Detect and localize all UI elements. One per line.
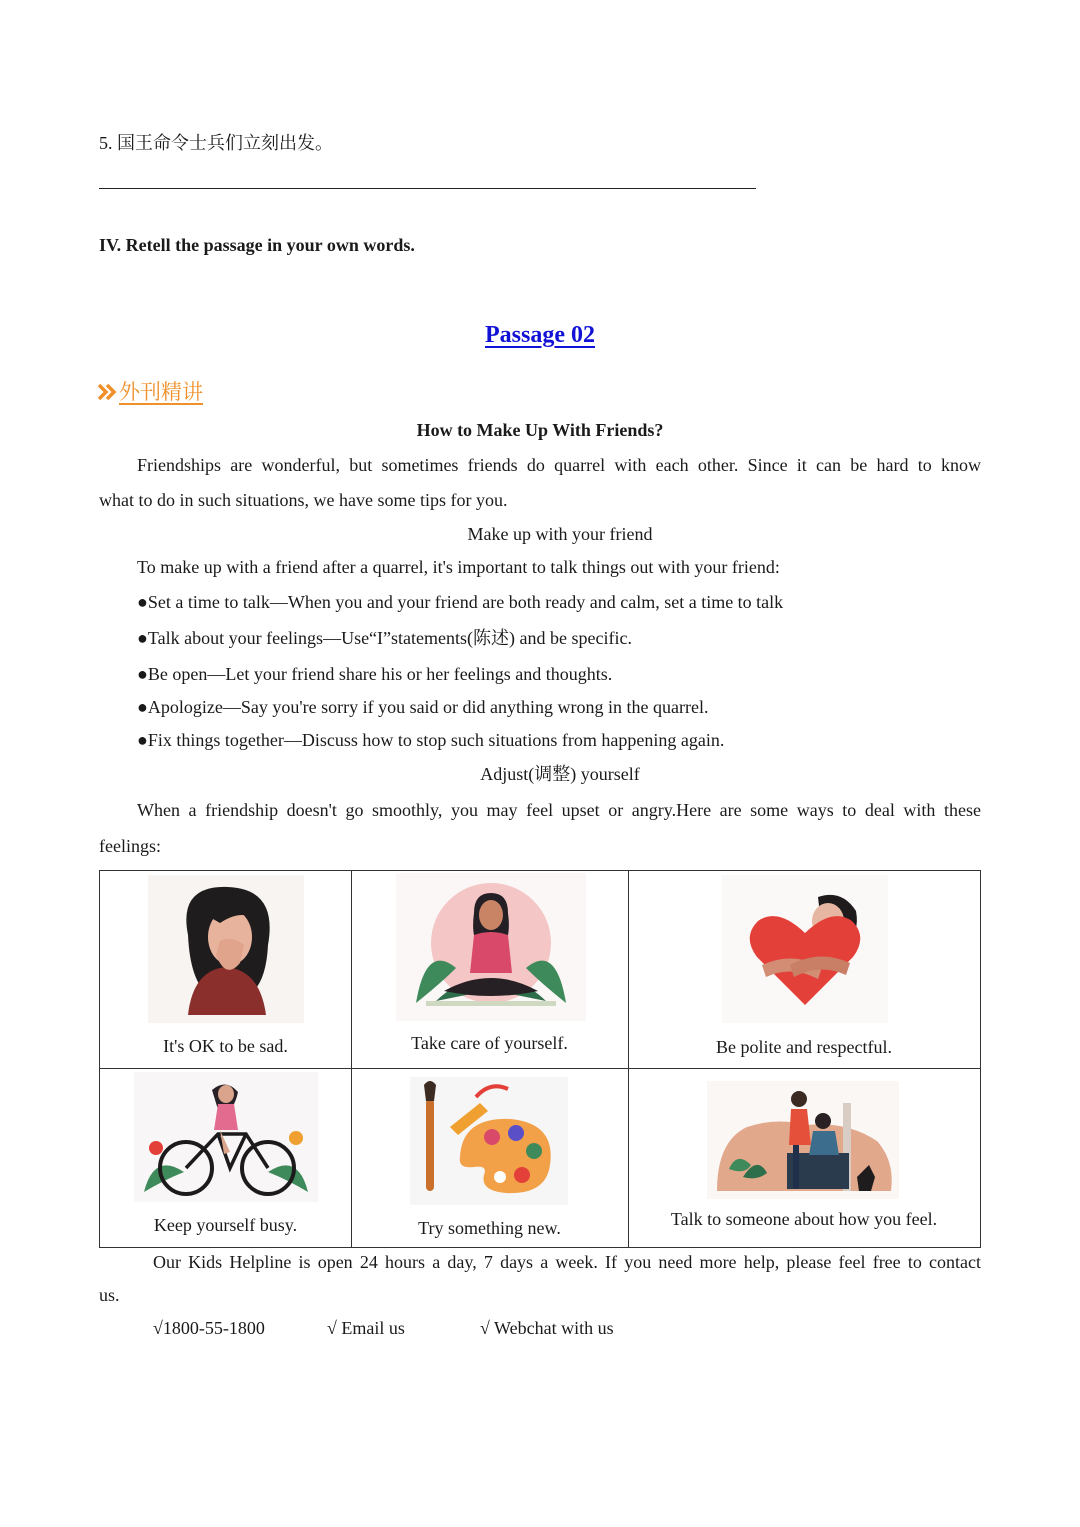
subheading-adjust: Adjust(调整) yourself	[480, 764, 640, 784]
section-tag-label: 外刊精讲	[119, 380, 203, 404]
contact-phone[interactable]: √1800-55-1800	[153, 1318, 265, 1338]
double-chevron-icon	[97, 383, 119, 401]
helpline-line-1: Our Kids Helpline is open 24 hours a day, 7 days a week. If you need more help, please feel free to contact	[153, 1252, 981, 1272]
helpline-line-2: us.	[99, 1285, 120, 1305]
card-caption: Take care of yourself.	[411, 1033, 568, 1053]
talking-friends-illustration	[707, 1081, 899, 1199]
card-caption: Try something new.	[418, 1218, 561, 1238]
article-title: How to Make Up With Friends?	[416, 420, 664, 440]
subheading-make-up: Make up with your friend	[467, 524, 653, 544]
lead-paragraph-2-line-2: feelings:	[99, 836, 161, 856]
lead-paragraph-1: To make up with a friend after a quarrel, it's important to talk things out with your friend:	[137, 557, 780, 577]
passage-title[interactable]: Passage 02	[485, 322, 595, 348]
meditation-illustration	[396, 873, 586, 1021]
heart-hug-illustration	[722, 875, 888, 1023]
bullet-item: ●Talk about your feelings—Use“I”statements(陈述) and be specific.	[137, 628, 632, 648]
sad-woman-illustration	[148, 875, 304, 1023]
passage-title-wrap	[0, 322, 1080, 349]
intro-line-1: Friendships are wonderful, but sometimes friends do quarrel with each other. Since it can be hard to know	[137, 455, 981, 475]
section-iv-heading: IV. Retell the passage in your own words.	[99, 235, 415, 255]
table-divider	[628, 871, 629, 1247]
table-divider	[100, 1068, 980, 1069]
lead-paragraph-2-line-1: When a friendship doesn't go smoothly, you may feel upset or angry.Here are some ways to deal with these	[137, 800, 981, 820]
bullet-item: ●Set a time to talk—When you and your friend are both ready and calm, set a time to talk	[137, 592, 784, 612]
answer-line[interactable]	[99, 188, 756, 189]
card-caption: Talk to someone about how you feel.	[670, 1209, 938, 1229]
bullet-item: ●Fix things together—Discuss how to stop such situations from happening again.	[137, 730, 725, 750]
bicycle-illustration	[134, 1072, 318, 1202]
contact-webchat[interactable]: √ Webchat with us	[480, 1318, 614, 1338]
section-tag	[97, 376, 203, 406]
bullet-item: ●Apologize—Say you're sorry if you said or did anything wrong in the quarrel.	[137, 697, 709, 717]
bullet-item: ●Be open—Let your friend share his or her feelings and thoughts.	[137, 664, 613, 684]
paint-palette-illustration	[410, 1077, 568, 1205]
card-caption: Be polite and respectful.	[716, 1037, 892, 1057]
exercise-item-5: 5. 国王命令士兵们立刻出发。	[99, 133, 333, 153]
tips-table	[99, 870, 981, 1248]
table-divider	[351, 871, 352, 1247]
contact-email[interactable]: √ Email us	[327, 1318, 405, 1338]
card-caption: Keep yourself busy.	[153, 1215, 298, 1235]
intro-line-2: what to do in such situations, we have some tips for you.	[99, 490, 508, 510]
card-caption: It's OK to be sad.	[163, 1036, 288, 1056]
